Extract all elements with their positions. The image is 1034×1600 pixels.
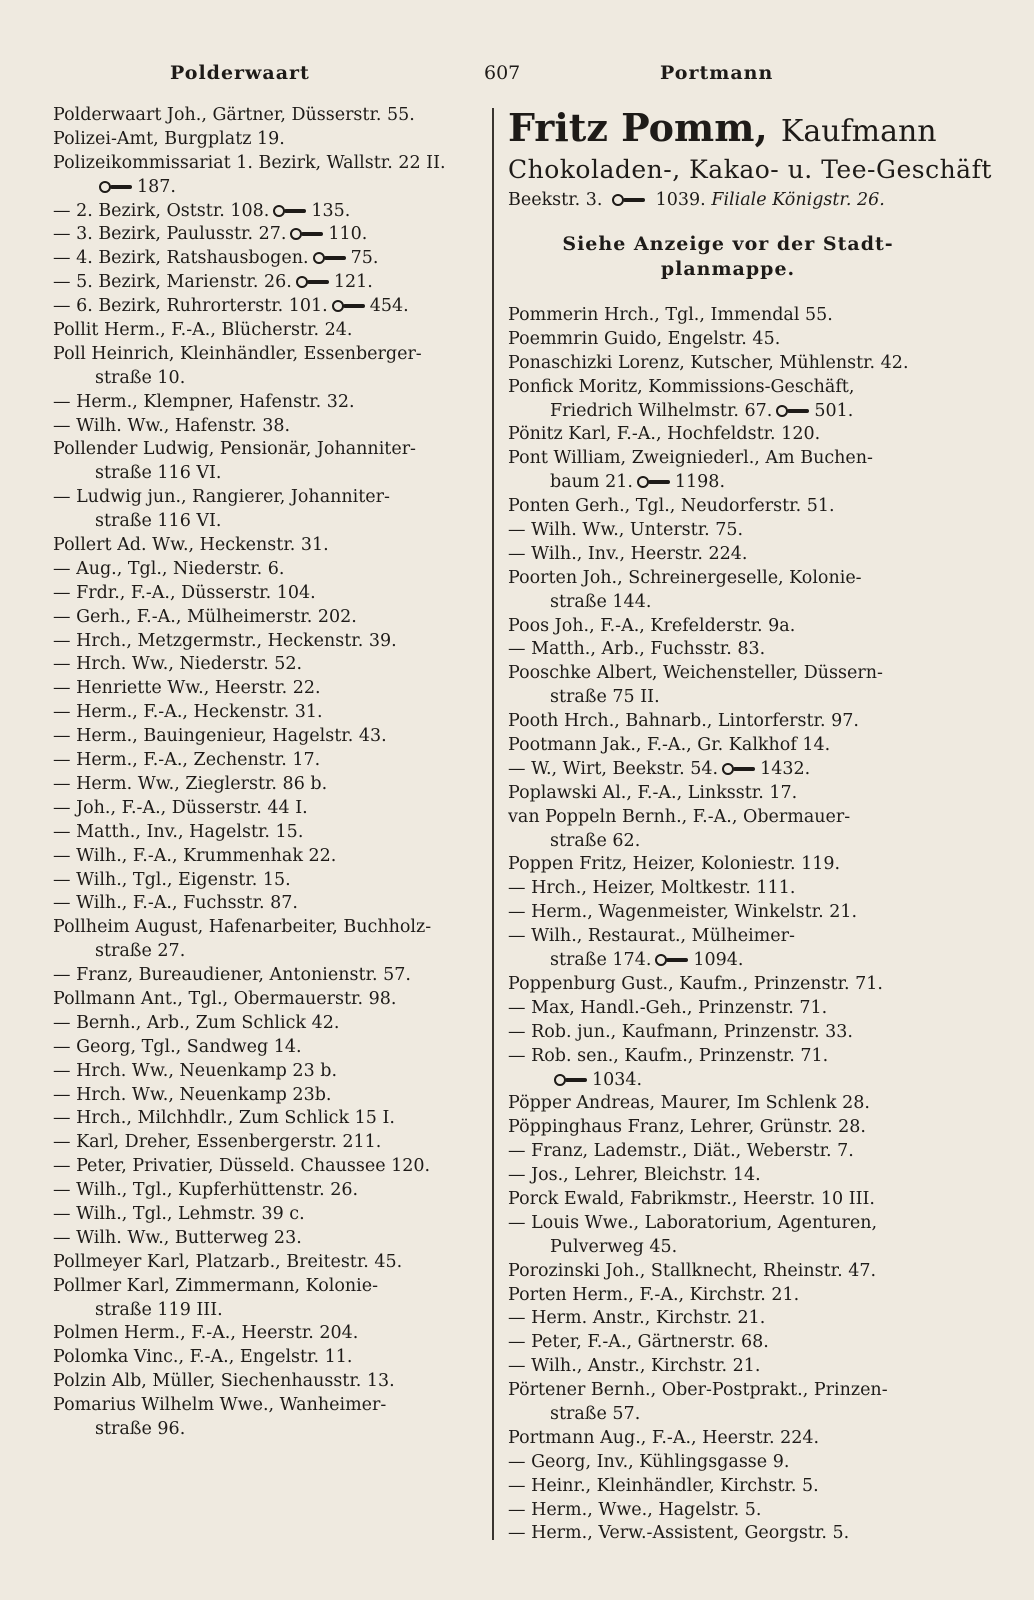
directory-entry-line [53,964,485,988]
entry-text: — Wilh., Restaurat., Mülheimer- [508,926,795,947]
directory-entry-line [508,710,948,734]
entry-text: straße 116 VI. [95,511,222,532]
directory-entry-line [53,1155,485,1179]
entry-text: Friedrich Wilhelmstr. 67. [550,400,773,421]
entry-text: — Herm., Bauingenieur, Hagelstr. 43. [53,726,387,747]
directory-entry-line [53,797,485,821]
directory-entry-line [508,1236,948,1260]
entry-text: straße 10. [95,367,186,388]
entry-text: — Matth., Inv., Hagelstr. 15. [53,821,304,842]
directory-entry-line [53,438,485,462]
entry-text: — 6. Bezirk, Ruhrorterstr. 101. [53,296,328,317]
entry-text: — Hrch. Ww., Neuenkamp 23b. [53,1084,332,1105]
telephone-icon [290,227,324,241]
ad-business: Chokoladen-, Kakao- u. Tee-Geschäft [508,155,992,184]
telephone-icon [332,299,366,313]
entry-text: Pönitz Karl, F.-A., Hochfeldstr. 120. [508,424,821,445]
telephone-icon [637,475,671,489]
directory-entry-line [53,1131,485,1155]
directory-entry-line [508,1522,948,1546]
entry-text: straße 174. [550,950,652,971]
column-divider [492,108,494,1540]
ad-branch: Filiale Königstr. 26. [711,190,885,210]
entry-text: Pollheim August, Hafenarbeiter, Buchholz- [53,917,432,938]
directory-entry-line [508,1355,948,1379]
ad-note [508,232,948,282]
entry-text: Pomarius Wilhelm Wwe., Wanheimer- [53,1395,387,1416]
entry-text: — Karl, Dreher, Essenbergerstr. 211. [53,1132,382,1153]
directory-entry-line [508,400,948,424]
ad-contact [508,186,948,214]
directory-entry-line [53,845,485,869]
entry-text: Pooschke Albert, Weichensteller, Düssern- [508,663,883,684]
directory-entry-line [508,447,948,471]
directory-entry-line [53,725,485,749]
entry-text: straße 144. [550,591,652,612]
entry-text: — Franz, Bureaudiener, Antonienstr. 57. [53,965,411,986]
entry-text: — Jos., Lehrer, Bleichstr. 14. [508,1165,761,1186]
entry-text: — Aug., Tgl., Niederstr. 6. [53,558,285,579]
entry-text: — Herm., Verw.-Assistent, Georgstr. 5. [508,1523,850,1544]
entry-text: — W., Wirt, Beekstr. 54. [508,758,719,779]
ad-name: Fritz Pomm, [508,105,768,150]
entry-text: Poos Joh., F.-A., Krefelderstr. 9a. [508,615,796,636]
telephone-number: 501. [814,400,854,421]
entry-text: Polomka Vinc., F.-A., Engelstr. 11. [53,1347,353,1368]
entry-text: — Bernh., Arb., Zum Schlick 42. [53,1012,340,1033]
directory-entry-line [53,940,485,964]
telephone-icon [296,275,330,289]
directory-entry-line [53,486,485,510]
entry-text: — Wilh., Tgl., Eigenstr. 15. [53,869,291,890]
directory-entry-line [53,1418,485,1442]
entry-text: Porten Herm., F.-A., Kirchstr. 21. [508,1284,800,1305]
telephone-number: 121. [333,272,373,293]
directory-entry-line [53,749,485,773]
entry-text: straße 75 II. [550,687,660,708]
directory-entry-line [508,591,948,615]
directory-entry-line [53,200,485,224]
entry-text: 187. [137,176,176,197]
ad-phone: 1039. [655,190,706,210]
directory-entry-line [53,1322,485,1346]
directory-entry-line [508,1188,948,1212]
entry-text: — Rob. sen., Kaufm., Prinzenstr. 71. [508,1045,829,1066]
entry-text: straße 116 VI. [95,463,222,484]
entry-text: Pooth Hrch., Bahnarb., Lintorferstr. 97. [508,711,859,732]
entry-text: — Hrch., Metzgermstr., Heckenstr. 39. [53,630,397,651]
directory-entry-line [508,973,948,997]
left-column [53,104,485,1442]
entry-text: Porck Ewald, Fabrikmstr., Heerstr. 10 III. [508,1188,875,1209]
telephone-number: 1094. [693,950,744,971]
directory-entry-line [508,615,948,639]
entry-text: — Herm., F.-A., Zechenstr. 17. [53,750,321,771]
entry-text: Portmann Aug., F.-A., Heerstr. 224. [508,1427,820,1448]
telephone-icon [554,1073,588,1087]
directory-entry-line [53,630,485,654]
entry-text: — Herm., Klempner, Hafenstr. 32. [53,391,355,412]
entry-text: Poorten Joh., Schreinergeselle, Kolonie- [508,567,862,588]
entry-text: — Peter, Privatier, Düsseld. Chaussee 120. [53,1156,431,1177]
telephone-number: 75. [350,248,379,269]
entry-text: — Herm. Anstr., Kirchstr. 21. [508,1308,766,1329]
entry-text: — Georg, Inv., Kühlingsgasse 9. [508,1451,790,1472]
directory-entry-line [508,782,948,806]
entry-text: Pollmeyer Karl, Platzarb., Breitestr. 45. [53,1251,403,1272]
directory-entry-line [53,415,485,439]
entry-text: — Gerh., F.-A., Mülheimerstr. 202. [53,606,357,627]
entry-text: baum 21. [550,472,633,493]
directory-entry-line [53,892,485,916]
directory-entry-line [508,758,948,782]
directory-entry-line [53,1012,485,1036]
directory-entry-line [53,1346,485,1370]
entry-text: Poplawski Al., F.-A., Linksstr. 17. [508,782,798,803]
directory-entry-line [53,295,485,319]
directory-entry-line [508,543,948,567]
directory-entry-line [53,462,485,486]
entry-text: — Heinr., Kleinhändler, Kirchstr. 5. [508,1475,819,1496]
entry-text: — Joh., F.-A., Düsserstr. 44 I. [53,797,308,818]
directory-entry-line [508,925,948,949]
directory-entry-line [53,1394,485,1418]
entry-text: — Hrch., Heizer, Moltkestr. 111. [508,878,796,899]
ad-title [508,106,948,154]
entry-text: — Franz, Lademstr., Diät., Weberstr. 7. [508,1141,854,1162]
entry-text: straße 27. [95,941,186,962]
directory-entry-line [508,304,948,328]
page-number: 607 [484,62,521,84]
telephone-icon [99,180,133,194]
directory-entry-line [508,567,948,591]
directory-entry-line [53,1060,485,1084]
entry-text: — Herm. Ww., Zieglerstr. 86 b. [53,773,328,794]
directory-entry-line [53,1299,485,1323]
telephone-icon [313,251,347,265]
entry-text: — Hrch. Ww., Neuenkamp 23 b. [53,1060,338,1081]
telephone-number: 110. [328,224,368,245]
directory-entry-line [53,1179,485,1203]
directory-entry-line [508,519,948,543]
entry-text: straße 96. [95,1418,186,1439]
page-header [0,58,1034,94]
entry-text: Pootmann Jak., F.-A., Gr. Kalkhof 14. [508,735,831,756]
directory-entry-line [53,223,485,247]
directory-entry-line [53,391,485,415]
telephone-number: 1198. [674,472,726,493]
entry-text: Ponten Gerh., Tgl., Neudorferstr. 51. [508,496,835,517]
directory-entry-line [53,821,485,845]
ad-address: Beekstr. 3. [508,190,603,210]
entry-text: — 5. Bezirk, Marienstr. 26. [53,272,292,293]
entry-text: — Rob. jun., Kaufmann, Prinzenstr. 33. [508,1021,853,1042]
directory-entry-line [53,152,485,176]
directory-entry-line [508,734,948,758]
right-column-entries [508,304,948,1546]
directory-entry-line [53,534,485,558]
directory-entry-line [508,1045,948,1069]
ad-note-line1: Siehe Anzeige vor der Stadt- [562,233,894,255]
telephone-icon [273,204,307,218]
directory-entry-line [53,606,485,630]
ad-spacer [508,282,948,304]
entry-text: Polzin Alb, Müller, Siechenhausstr. 13. [53,1371,395,1392]
directory-entry-line [508,1092,948,1116]
entry-text: — Matth., Arb., Fuchsstr. 83. [508,639,766,660]
directory-entry-line [508,1475,948,1499]
entry-text: Polmen Herm., F.-A., Heerstr. 204. [53,1323,359,1344]
entry-text: Pollmer Karl, Zimmermann, Kolonie- [53,1275,379,1296]
directory-entry-line [53,869,485,893]
directory-entry-line [508,423,948,447]
entry-text: — Wilh., F.-A., Krummenhak 22. [53,845,337,866]
entry-text: — Ludwig jun., Rangierer, Johanniter- [53,487,390,508]
directory-entry-line [508,901,948,925]
directory-entry-line [508,806,948,830]
entry-text: — Herm., F.-A., Heckenstr. 31. [53,702,323,723]
directory-entry-line [53,1275,485,1299]
directory-entry-line [53,916,485,940]
telephone-icon [655,953,689,967]
directory-entry-line [508,1427,948,1451]
directory-entry-line [508,1116,948,1140]
entry-text: — 4. Bezirk, Ratshausbogen. [53,248,309,269]
directory-entry-line [508,471,948,495]
directory-entry-line [53,128,485,152]
directory-entry-line [53,1251,485,1275]
ad-note-line2: planmappe. [660,258,796,280]
entry-text: Polderwaart Joh., Gärtner, Düsserstr. 55. [53,105,415,125]
entry-text: — Wilh., Tgl., Lehmstr. 39 c. [53,1203,305,1224]
entry-text: Pommerin Hrch., Tgl., Immendal 55. [508,305,833,325]
directory-entry-line [508,686,948,710]
entry-text: — Herm., Wwe., Hagelstr. 5. [508,1499,762,1520]
directory-entry-line [508,1307,948,1331]
entry-text: — Hrch. Ww., Niederstr. 52. [53,654,303,675]
directory-entry-line [53,1203,485,1227]
directory-entry-line [508,1164,948,1188]
directory-entry-line [508,495,948,519]
entry-text: Pont William, Zweigniederl., Am Buchen- [508,448,873,469]
directory-entry-line [508,328,948,352]
directory-entry-line [508,352,948,376]
entry-text: Pollmann Ant., Tgl., Obermauerstr. 98. [53,988,397,1009]
directory-entry-line [53,1370,485,1394]
entry-text: Ponfick Moritz, Kommissions-Geschäft, [508,376,855,397]
directory-entry-line [508,830,948,854]
entry-text: straße 62. [550,830,641,851]
entry-text: Pollert Ad. Ww., Heckenstr. 31. [53,535,329,556]
directory-entry-line [53,653,485,677]
telephone-number: 454. [369,296,409,317]
directory-entry-line [53,319,485,343]
telephone-number: 1432. [760,758,811,779]
directory-entry-line [53,247,485,271]
directory-entry-line [53,510,485,534]
header-right-keyword: Portmann [660,62,774,84]
directory-entry-line [508,1212,948,1236]
entry-text: Porozinski Joh., Stallknecht, Rheinstr. 47. [508,1260,877,1281]
directory-entry-line [508,1284,948,1308]
entry-text: — Frdr., F.-A., Düsserstr. 104. [53,582,316,603]
directory-entry-line [53,1084,485,1108]
entry-text: — Wilh., Inv., Heerstr. 224. [508,543,748,564]
entry-text: Pulverweg 45. [550,1236,678,1257]
directory-entry-line [508,638,948,662]
entry-text: — Wilh. Ww., Butterweg 23. [53,1227,302,1248]
entry-text: — Hrch., Milchhdlr., Zum Schlick 15 I. [53,1108,395,1129]
telephone-number: 135. [311,200,351,221]
directory-entry-line [508,1403,948,1427]
directory-entry-line [508,1499,948,1523]
directory-entry-line [508,1331,948,1355]
entry-text: Poemmrin Guido, Engelstr. 45. [508,328,781,349]
entry-text: Pollit Herm., F.-A., Blücherstr. 24. [53,320,353,341]
entry-text: — Max, Handl.-Geh., Prinzenstr. 71. [508,997,828,1018]
entry-text: — Henriette Ww., Heerstr. 22. [53,678,321,699]
directory-entry-line [508,853,948,877]
entry-text: Poppen Fritz, Heizer, Koloniestr. 119. [508,854,841,875]
entry-text: Polizei-Amt, Burgplatz 19. [53,128,285,149]
entry-text: Poppenburg Gust., Kaufm., Prinzenstr. 71. [508,973,883,994]
directory-entry-line [53,988,485,1012]
entry-text: Pöppinghaus Franz, Lehrer, Grünstr. 28. [508,1117,866,1138]
directory-entry-line [508,1021,948,1045]
entry-text: van Poppeln Bernh., F.-A., Obermauer- [508,806,851,827]
entry-text: 1034. [592,1069,643,1090]
directory-entry-line [508,662,948,686]
directory-entry-line [53,367,485,391]
entry-text: straße 57. [550,1403,641,1424]
directory-entry-line [53,176,485,200]
directory-entry-line [508,376,948,400]
directory-entry-line [53,582,485,606]
advertisement [508,104,992,304]
entry-text: — Wilh. Ww., Unterstr. 75. [508,520,744,541]
directory-entry-line [53,677,485,701]
header-left-keyword: Polderwaart [170,62,310,84]
entry-text: — Wilh., F.-A., Fuchsstr. 87. [53,893,298,914]
directory-entry-line [508,1451,948,1475]
entry-text: — Georg, Tgl., Sandweg 14. [53,1036,302,1057]
right-column [508,104,992,1546]
directory-entry-line [53,343,485,367]
entry-text: — Wilh. Ww., Hafenstr. 38. [53,415,291,436]
directory-entry-line [508,997,948,1021]
directory-entry-line [508,1140,948,1164]
telephone-icon [722,762,756,776]
entry-text: — Peter, F.-A., Gärtnerstr. 68. [508,1332,769,1353]
ad-occupation: Kaufmann [780,114,937,149]
entry-text: — 3. Bezirk, Paulusstr. 27. [53,224,287,245]
directory-entry-line [53,1107,485,1131]
directory-entry-line [508,877,948,901]
entry-text: Pöpper Andreas, Maurer, Im Schlenk 28. [508,1093,870,1114]
directory-entry-line [53,1227,485,1251]
entry-text: Poll Heinrich, Kleinhändler, Essenberger- [53,343,422,364]
entry-text: — Wilh., Tgl., Kupferhüttenstr. 26. [53,1180,359,1201]
telephone-icon [612,193,646,207]
directory-entry-line [53,271,485,295]
directory-entry-line [508,1069,948,1093]
directory-entry-line [508,1379,948,1403]
entry-text: Ponaschizki Lorenz, Kutscher, Mühlenstr. 42. [508,352,909,373]
entry-text: — Wilh., Anstr., Kirchstr. 21. [508,1356,761,1377]
directory-entry-line [508,949,948,973]
directory-entry-line [53,104,485,128]
directory-entry-line [53,701,485,725]
entry-text: Pörtener Bernh., Ober-Postprakt., Prinzen- [508,1380,888,1401]
entry-text: Polizeikommissariat 1. Bezirk, Wallstr. 22 II. [53,152,446,173]
entry-text: Pollender Ludwig, Pensionär, Johanniter- [53,439,416,460]
entry-text: — 2. Bezirk, Oststr. 108. [53,200,270,221]
directory-entry-line [53,558,485,582]
entry-text: — Herm., Wagenmeister, Winkelstr. 21. [508,902,858,923]
directory-entry-line [53,1036,485,1060]
entry-text: straße 119 III. [95,1299,223,1320]
directory-entry-line [508,1260,948,1284]
directory-entry-line [53,773,485,797]
entry-text: — Louis Wwe., Laboratorium, Agenturen, [508,1212,878,1233]
telephone-icon [776,404,810,418]
